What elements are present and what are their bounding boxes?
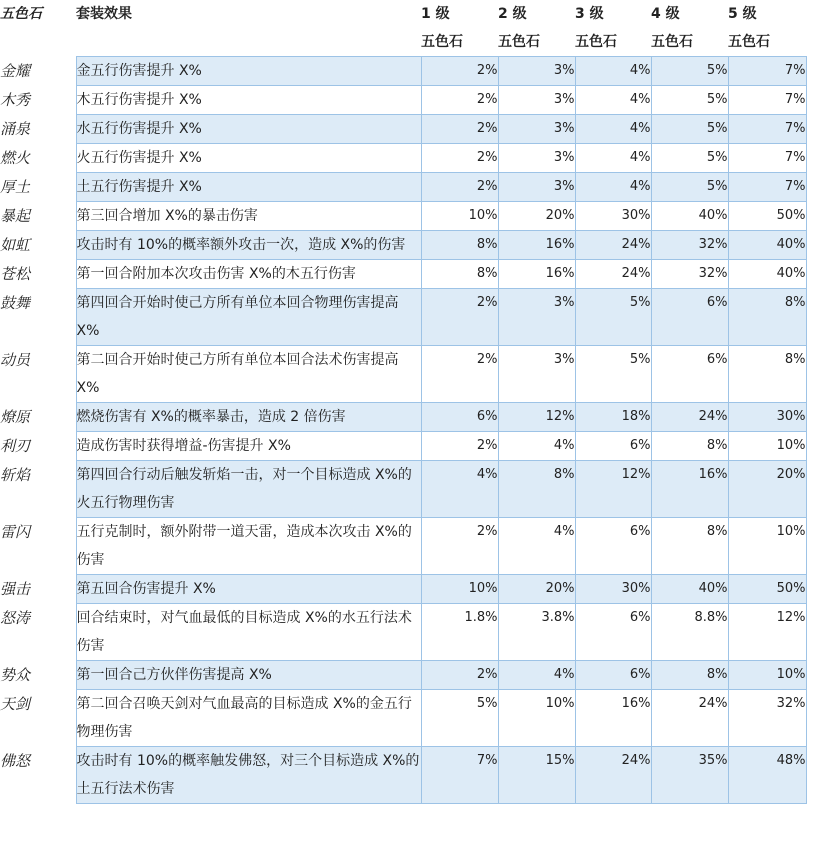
level-5-value: 30% — [728, 403, 806, 432]
level-4-value: 8% — [651, 661, 728, 690]
level-1-value: 8% — [421, 260, 498, 289]
level-5-value: 8% — [728, 289, 806, 346]
header-level-5: 5 级 五色石 — [728, 6, 770, 50]
header-level-2: 2 级 五色石 — [498, 6, 540, 50]
level-4-value: 5% — [651, 57, 728, 86]
stone-name: 天剑 — [0, 690, 76, 747]
table-row — [0, 518, 806, 575]
level-3-value: 5% — [575, 289, 651, 346]
level-3-value: 16% — [575, 690, 651, 747]
stone-name: 强击 — [0, 575, 76, 604]
header-level-4: 4 级 五色石 — [651, 6, 693, 50]
level-5-value: 48% — [728, 747, 806, 804]
table-row — [0, 346, 806, 403]
level-1-value: 2% — [421, 173, 498, 202]
header-name: 五色石 — [0, 6, 42, 22]
level-4-value: 40% — [651, 202, 728, 231]
level-3-value: 4% — [575, 173, 651, 202]
level-5-value: 7% — [728, 86, 806, 115]
level-2-value: 3% — [498, 173, 575, 202]
level-2-value: 20% — [498, 202, 575, 231]
level-5-value: 7% — [728, 57, 806, 86]
set-effect: 第一回合附加本次攻击伤害 X%的木五行伤害 — [76, 260, 421, 289]
level-1-value: 4% — [421, 461, 498, 518]
level-3-value: 12% — [575, 461, 651, 518]
set-effect: 第五回合伤害提升 X% — [76, 575, 421, 604]
level-3-value: 4% — [575, 86, 651, 115]
table-row — [0, 403, 806, 432]
level-4-value: 35% — [651, 747, 728, 804]
header-level-3: 3 级 五色石 — [575, 6, 617, 50]
level-3-value: 6% — [575, 432, 651, 461]
level-5-value: 32% — [728, 690, 806, 747]
level-3-value: 30% — [575, 575, 651, 604]
table-row — [0, 690, 806, 747]
level-1-value: 2% — [421, 115, 498, 144]
set-effect: 第四回合行动后触发斩焰一击，对一个目标造成 X%的火五行物理伤害 — [76, 461, 421, 518]
level-1-value: 8% — [421, 231, 498, 260]
level-2-value: 4% — [498, 661, 575, 690]
table-row — [0, 575, 806, 604]
level-1-value: 10% — [421, 575, 498, 604]
level-4-value: 32% — [651, 260, 728, 289]
level-3-value: 5% — [575, 346, 651, 403]
level-2-value: 20% — [498, 575, 575, 604]
set-effect: 水五行伤害提升 X% — [76, 115, 421, 144]
set-effect: 攻击时有 10%的概率额外攻击一次，造成 X%的伤害 — [76, 231, 421, 260]
level-3-value: 24% — [575, 231, 651, 260]
level-5-value: 7% — [728, 115, 806, 144]
level-1-value: 5% — [421, 690, 498, 747]
header-level-1: 1 级 五色石 — [421, 6, 463, 50]
table-row — [0, 57, 806, 86]
level-5-value: 12% — [728, 604, 806, 661]
stone-name: 燎原 — [0, 403, 76, 432]
level-3-value: 30% — [575, 202, 651, 231]
level-5-value: 10% — [728, 661, 806, 690]
set-effect: 第四回合开始时使己方所有单位本回合物理伤害提高 X% — [76, 289, 421, 346]
level-5-value: 40% — [728, 260, 806, 289]
level-2-value: 3% — [498, 144, 575, 173]
level-3-value: 4% — [575, 57, 651, 86]
level-2-value: 3% — [498, 57, 575, 86]
level-5-value: 40% — [728, 231, 806, 260]
level-2-value: 3% — [498, 115, 575, 144]
set-effect: 回合结束时，对气血最低的目标造成 X%的水五行法术伤害 — [76, 604, 421, 661]
table-row — [0, 661, 806, 690]
set-effect: 第一回合己方伙伴伤害提高 X% — [76, 661, 421, 690]
stone-name: 厚土 — [0, 173, 76, 202]
level-4-value: 32% — [651, 231, 728, 260]
level-2-value: 3.8% — [498, 604, 575, 661]
level-5-value: 50% — [728, 202, 806, 231]
stone-name: 暴起 — [0, 202, 76, 231]
stone-name: 金耀 — [0, 57, 76, 86]
stone-name: 涌泉 — [0, 115, 76, 144]
level-4-value: 5% — [651, 144, 728, 173]
level-5-value: 50% — [728, 575, 806, 604]
level-5-value: 20% — [728, 461, 806, 518]
set-effect: 第二回合开始时使己方所有单位本回合法术伤害提高 X% — [76, 346, 421, 403]
level-2-value: 3% — [498, 346, 575, 403]
level-2-value: 3% — [498, 289, 575, 346]
level-4-value: 16% — [651, 461, 728, 518]
level-3-value: 24% — [575, 260, 651, 289]
table-row — [0, 747, 806, 804]
table-row — [0, 432, 806, 461]
level-5-value: 10% — [728, 518, 806, 575]
table-row — [0, 260, 806, 289]
stone-name: 利刃 — [0, 432, 76, 461]
stone-name: 怒涛 — [0, 604, 76, 661]
level-3-value: 6% — [575, 661, 651, 690]
level-1-value: 2% — [421, 289, 498, 346]
set-effect: 第三回合增加 X%的暴击伤害 — [76, 202, 421, 231]
level-1-value: 10% — [421, 202, 498, 231]
table-row — [0, 144, 806, 173]
level-4-value: 5% — [651, 86, 728, 115]
level-4-value: 6% — [651, 346, 728, 403]
set-effect: 第二回合召唤天剑对气血最高的目标造成 X%的金五行物理伤害 — [76, 690, 421, 747]
level-2-value: 4% — [498, 432, 575, 461]
table-row — [0, 202, 806, 231]
level-1-value: 2% — [421, 86, 498, 115]
level-5-value: 8% — [728, 346, 806, 403]
level-1-value: 6% — [421, 403, 498, 432]
level-3-value: 4% — [575, 115, 651, 144]
level-2-value: 8% — [498, 461, 575, 518]
level-4-value: 40% — [651, 575, 728, 604]
stone-name: 雷闪 — [0, 518, 76, 575]
set-effect: 造成伤害时获得增益-伤害提升 X% — [76, 432, 421, 461]
level-1-value: 2% — [421, 432, 498, 461]
set-effect: 火五行伤害提升 X% — [76, 144, 421, 173]
stone-name: 如虹 — [0, 231, 76, 260]
stone-name: 鼓舞 — [0, 289, 76, 346]
level-2-value: 3% — [498, 86, 575, 115]
set-effect: 五行克制时，额外附带一道天雷，造成本次攻击 X%的伤害 — [76, 518, 421, 575]
level-4-value: 5% — [651, 115, 728, 144]
level-3-value: 24% — [575, 747, 651, 804]
stone-name: 燃火 — [0, 144, 76, 173]
table-row — [0, 231, 806, 260]
table-row — [0, 461, 806, 518]
set-effect: 土五行伤害提升 X% — [76, 173, 421, 202]
level-1-value: 1.8% — [421, 604, 498, 661]
level-2-value: 16% — [498, 231, 575, 260]
level-1-value: 7% — [421, 747, 498, 804]
table-row — [0, 115, 806, 144]
level-1-value: 2% — [421, 144, 498, 173]
level-4-value: 24% — [651, 690, 728, 747]
level-3-value: 6% — [575, 604, 651, 661]
level-5-value: 10% — [728, 432, 806, 461]
set-effect: 金五行伤害提升 X% — [76, 57, 421, 86]
set-effect: 燃烧伤害有 X%的概率暴击，造成 2 倍伤害 — [76, 403, 421, 432]
level-2-value: 12% — [498, 403, 575, 432]
level-3-value: 6% — [575, 518, 651, 575]
level-2-value: 16% — [498, 260, 575, 289]
header-effect: 套装效果 — [76, 6, 132, 22]
level-2-value: 4% — [498, 518, 575, 575]
level-4-value: 24% — [651, 403, 728, 432]
stone-name: 木秀 — [0, 86, 76, 115]
level-1-value: 2% — [421, 661, 498, 690]
level-3-value: 18% — [575, 403, 651, 432]
level-2-value: 10% — [498, 690, 575, 747]
level-5-value: 7% — [728, 173, 806, 202]
level-4-value: 8% — [651, 432, 728, 461]
level-1-value: 2% — [421, 518, 498, 575]
level-4-value: 5% — [651, 173, 728, 202]
level-5-value: 7% — [728, 144, 806, 173]
header-row — [0, 0, 806, 57]
level-1-value: 2% — [421, 346, 498, 403]
level-4-value: 6% — [651, 289, 728, 346]
level-4-value: 8% — [651, 518, 728, 575]
table-row — [0, 289, 806, 346]
table-row — [0, 604, 806, 661]
level-3-value: 4% — [575, 144, 651, 173]
table-row — [0, 86, 806, 115]
stone-name: 苍松 — [0, 260, 76, 289]
level-2-value: 15% — [498, 747, 575, 804]
stone-name: 动员 — [0, 346, 76, 403]
level-4-value: 8.8% — [651, 604, 728, 661]
stone-name: 斩焰 — [0, 461, 76, 518]
level-1-value: 2% — [421, 57, 498, 86]
set-effect: 木五行伤害提升 X% — [76, 86, 421, 115]
stone-name: 佛怒 — [0, 747, 76, 804]
table-row — [0, 173, 806, 202]
stone-name: 势众 — [0, 661, 76, 690]
set-effect: 攻击时有 10%的概率触发佛怒，对三个目标造成 X%的土五行法术伤害 — [76, 747, 421, 804]
